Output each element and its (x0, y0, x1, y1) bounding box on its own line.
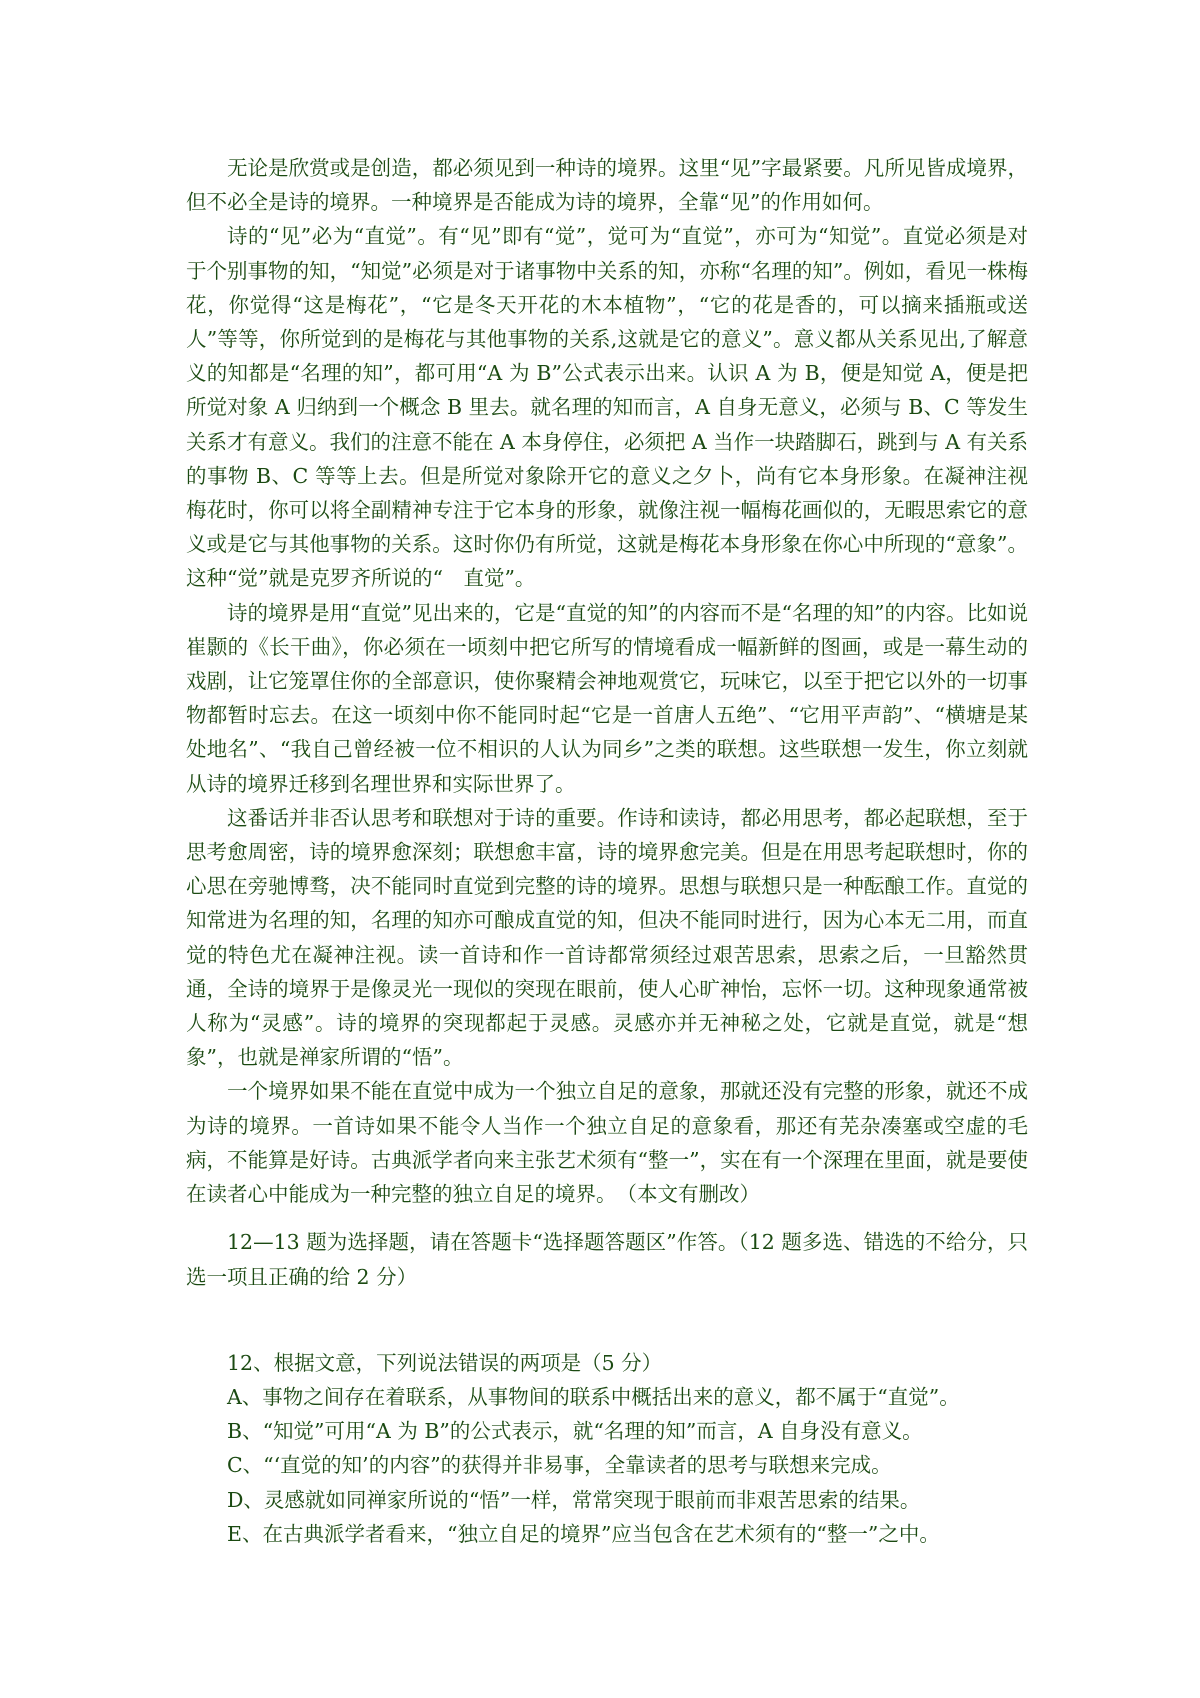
question-instructions: 12—13 题为选择题，请在答题卡“选择题答题区”作答。（12 题多选、错选的不给分，只选一项且正确的给 2 分） (186, 1230, 1028, 1289)
option-e: E、在古典派学者看来，“独立自足的境界”应当包含在艺术须有的“整一”之中。 (227, 1521, 940, 1546)
option-b: B、“知觉”可用“A 为 B”的公式表示，就“名理的知”而言，A 自身没有意义。 (227, 1419, 923, 1444)
spacer (186, 1294, 1028, 1346)
question-stem: 12、根据文意，下列说法错误的两项是（5 分） (227, 1350, 663, 1375)
spacer (186, 1211, 1028, 1225)
option-d: D、灵感就如同禅家所说的“悟”一样，常常突现于眼前而非艰苦思索的结果。 (227, 1487, 921, 1512)
document-page (186, 151, 1028, 1551)
passage-paragraph-2: 诗的“见”必为“直觉”。有“见”即有“觉”，觉可为“直觉”，亦可为“知觉”。直觉必须是对于个别事物的知，“知觉”必须是对于诸事物中关系的知，亦称“名理的知”。例如，看见一株梅花，你觉得“这是梅花”，“它是冬天开花的木本植物”，“它的花是香的，可以摘来插瓶或送人”等等，你所觉到的是梅花与其他事物的关系,这就是它的意义”。意义都从关系见出,了解意义的知都是“名理的知”，都可用“A 为 B”公式表示出来。认识 A 为 B，便是知觉 A，便是把所觉对象 A 归纳到一个概念 B 里去。就名理的知而言，A 自身无意义，必须与 B、C 等发生关系才有意义。我们的注意不能在 A 本身停住，必须把 A 当作一块踏脚石，跳到与 A 有关系的事物 B、C 等等上去。但是所觉对象除开它的意义之夕卜，尚有它本身形象。在凝神注视梅花时，你可以将全副精神专注于它本身的形象，就像注视一幅梅花画似的，无暇思索它的意义或是它与其他事物的关系。这时你仍有所觉，这就是梅花本身形象在你心中所现的“意象”。这种“觉”就是克罗齐所说的“ 直觉”。 (186, 224, 1029, 591)
option-c: C、“‘直觉的知’的内容”的获得并非易事，全靠读者的思考与联想来完成。 (227, 1453, 892, 1478)
passage-paragraph-1: 无论是欣赏或是创造，都必须见到一种诗的境界。这里“见”字最紧要。凡所见皆成境界，但不必全是诗的境界。一种境界是否能成为诗的境界，全靠“见”的作用如何。 (186, 156, 1028, 215)
passage-paragraph-4: 这番话并非否认思考和联想对于诗的重要。作诗和读诗，都必用思考，都必起联想，至于思考愈周密，诗的境界愈深刻；联想愈丰富，诗的境界愈完美。但是在用思考起联想时，你的心思在旁驰博骛，决不能同时直觉到完整的诗的境界。思想与联想只是一种酝酿工作。直觉的知常进为名理的知，名理的知亦可酿成直觉的知，但决不能同时进行，因为心本无二用，而直觉的特色尤在凝神注视。读一首诗和作一首诗都常须经过艰苦思索，思索之后，一旦豁然贯通，全诗的境界于是像灵光一现似的突现在眼前，使人心旷神怡，忘怀一切。这种现象通常被人称为“灵感”。诗的境界的突现都起于灵感。灵感亦并无神秘之处，它就是直觉，就是“想象”，也就是禅家所谓的“悟”。 (186, 805, 1028, 1070)
option-a: A、事物之间存在着联系，从事物间的联系中概括出来的意义，都不属于“直觉”。 (227, 1384, 960, 1409)
passage-paragraph-3: 诗的境界是用“直觉”见出来的，它是“直觉的知”的内容而不是“名理的知”的内容。比如说崔颢的《长干曲》，你必须在一顷刻中把它所写的情境看成一幅新鲜的图画，或是一幕生动的戏剧，让它笼罩住你的全部意识，使你聚精会神地观赏它，玩味它，以至于把它以外的一切事物都暂时忘去。在这一顷刻中你不能同时起“它是一首唐人五绝”、“它用平声韵”、“横塘是某处地名”、“我自己曾经被一位不相识的人认为同乡”之类的联想。这些联想一发生，你立刻就从诗的境界迁移到名理世界和实际世界了。 (186, 600, 1028, 796)
question-12 (186, 1346, 1028, 1551)
passage-paragraph-5: 一个境界如果不能在直觉中成为一个独立自足的意象，那就还没有完整的形象，就还不成为诗的境界。一首诗如果不能令人当作一个独立自足的意象看，那还有芜杂凑塞或空虚的毛病，不能算是好诗。古典派学者向来主张艺术须有“整一”，实在有一个深理在里面，就是要使在读者心中能成为一种完整的独立自足的境界。 （本文有删改） (186, 1079, 1028, 1207)
reading-passage (186, 151, 1028, 1211)
